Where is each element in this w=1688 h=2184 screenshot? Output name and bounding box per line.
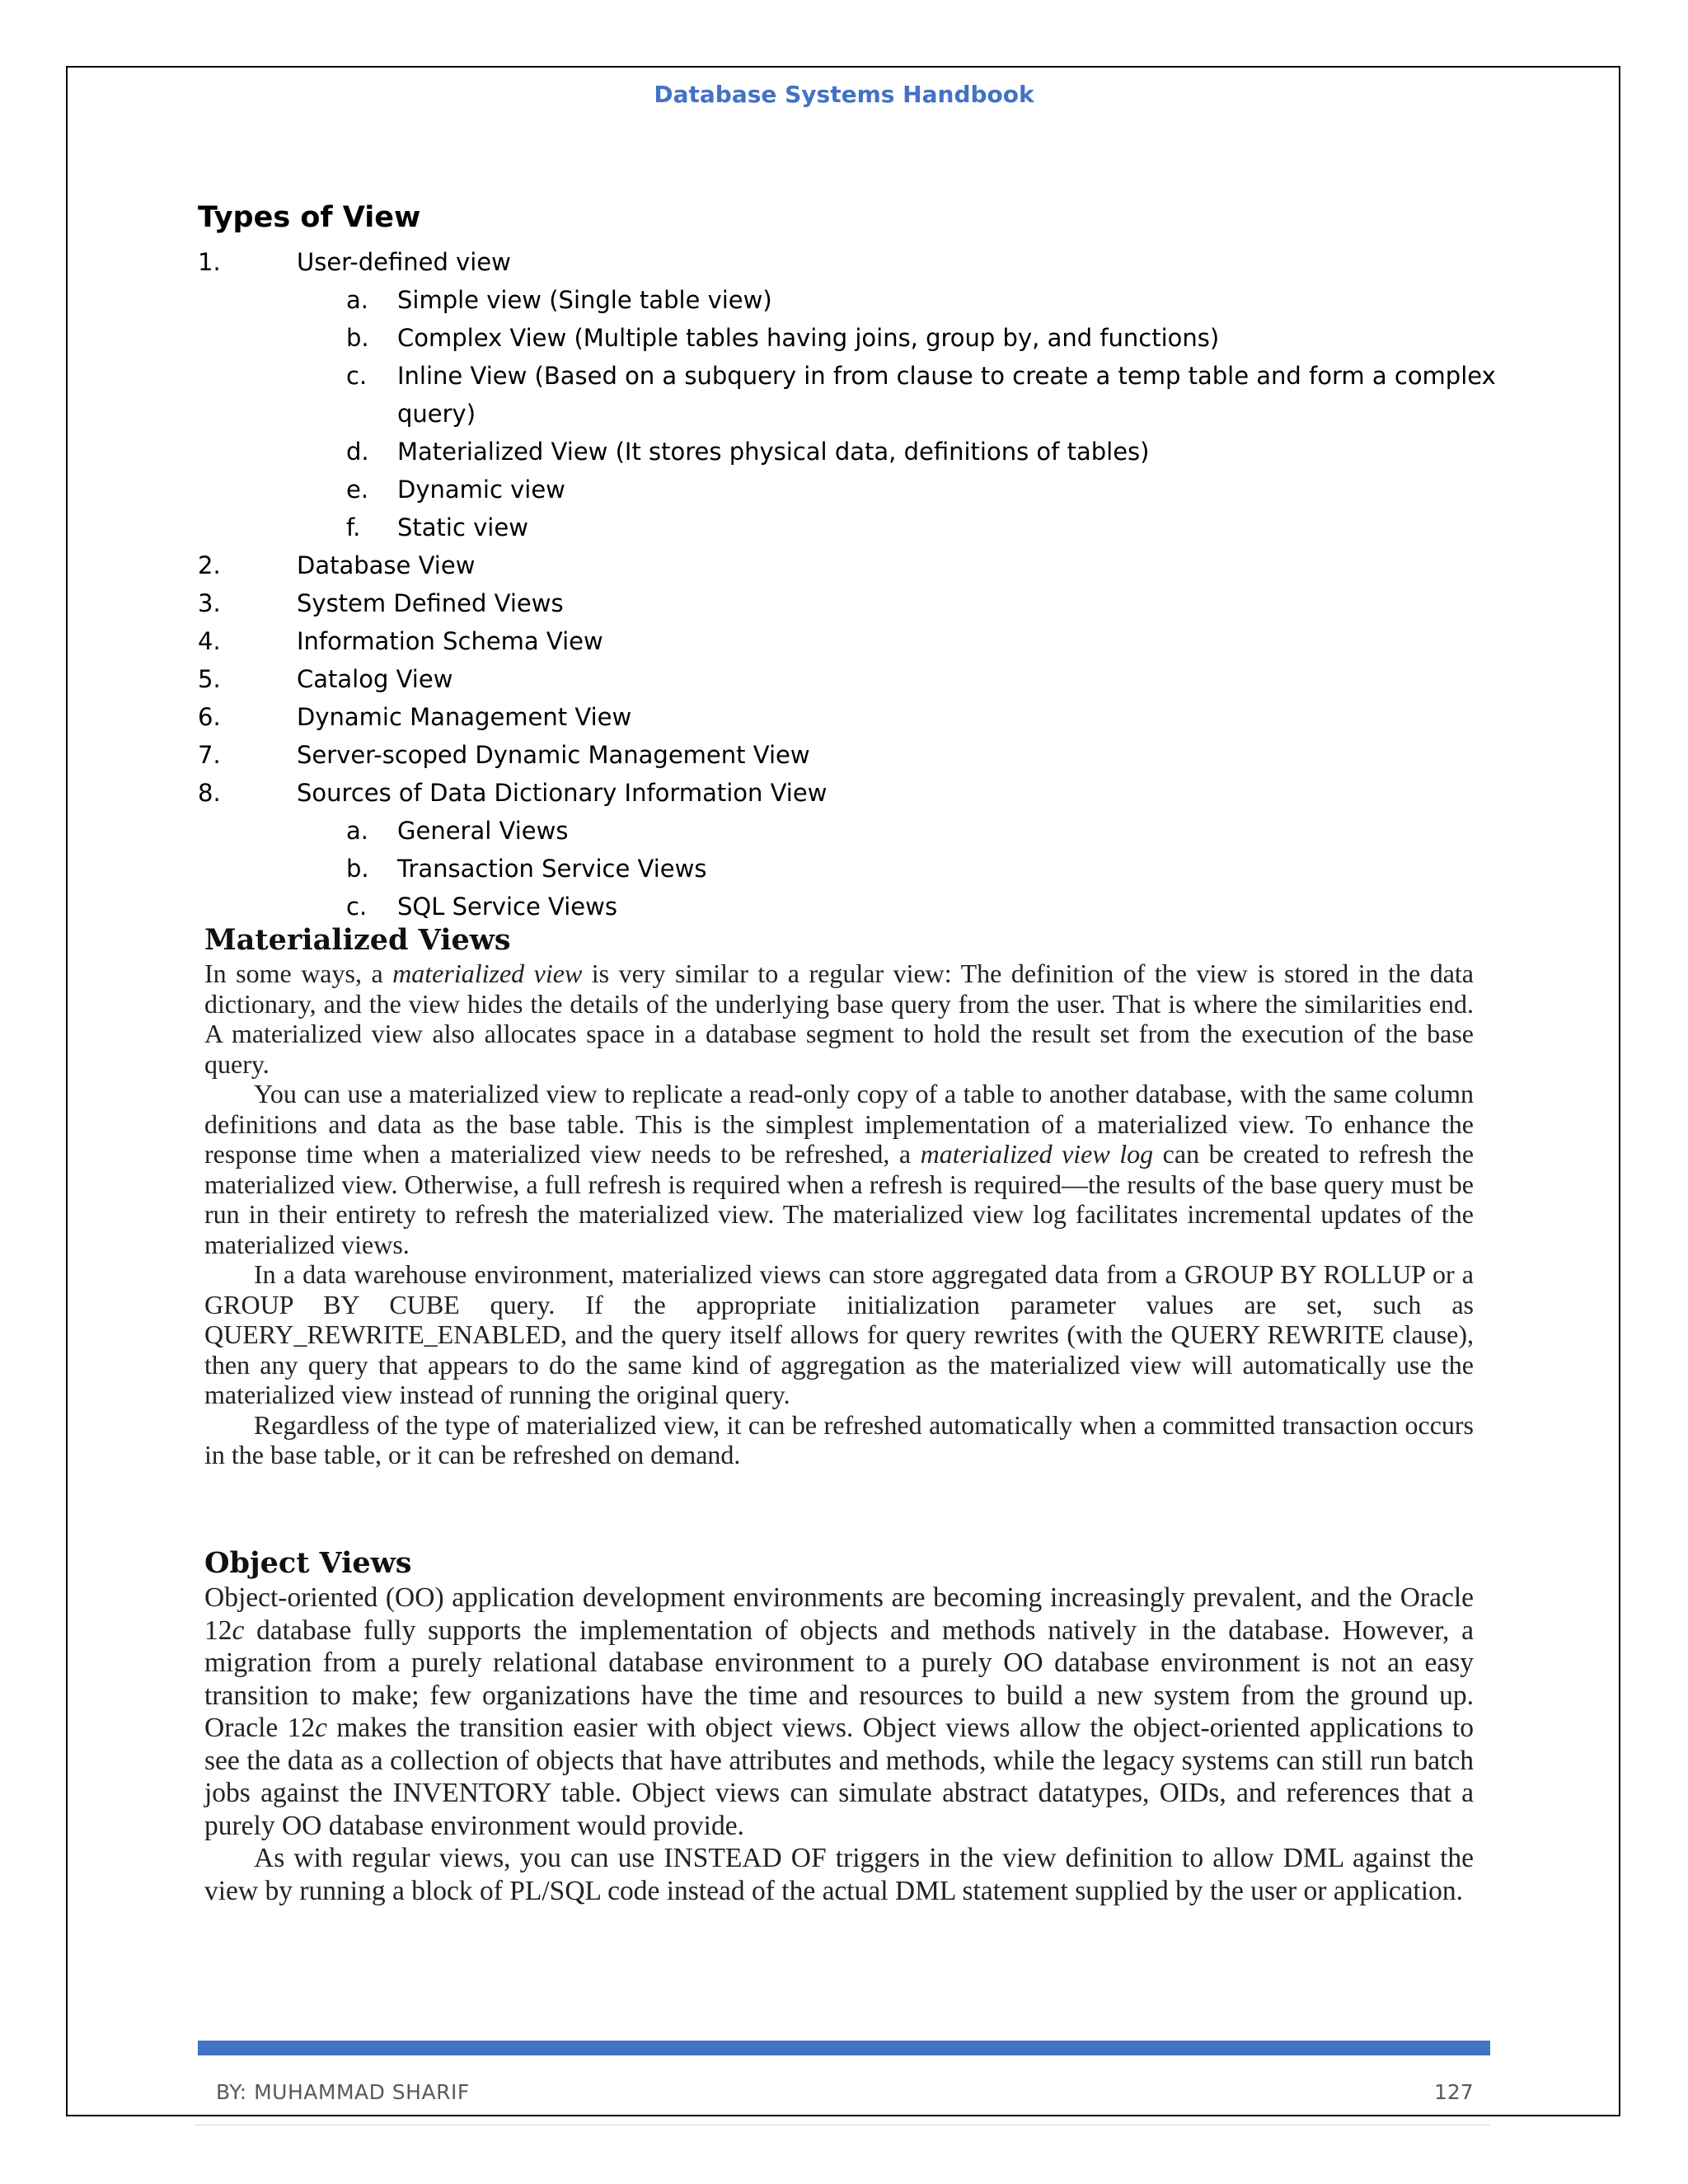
types-of-view-heading: Types of View: [198, 201, 421, 234]
list-item: [0, 889, 1688, 927]
list-item: [0, 359, 1688, 396]
list-item: [0, 283, 1688, 321]
list-item-text: Simple view (Single table view): [397, 286, 772, 314]
list-item: [0, 738, 1688, 776]
list-item-number: 6.: [198, 703, 221, 731]
list-item-number: 5.: [198, 665, 221, 693]
list-item: [0, 586, 1688, 624]
list-item: [0, 662, 1688, 700]
list-item: [0, 851, 1688, 889]
list-item-continuation: [0, 396, 1688, 434]
list-item-text: Dynamic view: [397, 476, 565, 504]
footer-page-number: 127: [1434, 2080, 1474, 2104]
list-item-number: 8.: [198, 779, 221, 807]
object-views-section: [204, 1546, 1474, 1907]
list-item: [0, 434, 1688, 472]
list-item-text: query): [397, 400, 476, 428]
list-item-text: SQL Service Views: [397, 893, 617, 921]
list-item-text: Sources of Data Dictionary Information View: [297, 779, 828, 807]
list-item-number: f.: [346, 513, 361, 541]
list-item-text: Complex View (Multiple tables having joins, group by, and functions): [397, 324, 1220, 352]
list-item-text: Database View: [297, 551, 476, 579]
list-item-text: Server-scoped Dynamic Management View: [297, 741, 810, 769]
list-item: [0, 813, 1688, 851]
list-item: [0, 548, 1688, 586]
materialized-views-heading: Materialized Views: [204, 923, 511, 957]
materialized-views-section: [204, 923, 1474, 1470]
materialized-paragraph-2: You can use a materialized view to replicate a read-only copy of a table to another database, with the same column definitions and data as the base table. This is the simplest implementation of a materialized view. To enhance the response time when a materialized view needs to be refreshed, a materialized view log can be created to refresh the materialized view. Otherwise, a full refresh is required when a refresh is required—the results of the base query must be run in their entirety to refresh the materialized view. The materialized view log facilitates incremental updates of the materialized views.: [204, 1079, 1475, 1259]
list-item-text: Transaction Service Views: [397, 855, 707, 883]
list-item-number: 7.: [198, 741, 221, 769]
list-item-number: 4.: [198, 627, 221, 655]
list-item-number: a.: [346, 286, 368, 314]
list-item: [0, 510, 1688, 548]
page-header-title: Database Systems Handbook: [654, 81, 1034, 108]
list-item: [0, 472, 1688, 510]
materialized-paragraph-4: Regardless of the type of materialized view, it can be refreshed automatically when a committed transaction occurs in the base table, or it can be refreshed on demand.: [204, 1409, 1474, 1469]
list-item: [0, 624, 1688, 662]
materialized-paragraph-1: In some ways, a materialized view is very similar to a regular view: The definition of the view is stored in the data dictionary, and the view hides the details of the underlying base query from the user. That is where the similarities end. A materialized view also allocates space in a database segment to hold the result set from the execution of the base query.: [204, 958, 1475, 1079]
list-item: [0, 700, 1688, 738]
list-item: [0, 776, 1688, 813]
list-item-text: Static view: [397, 513, 528, 541]
footer-accent-bar: [198, 2041, 1490, 2055]
list-item-number: 2.: [198, 551, 221, 579]
list-item-number: e.: [346, 476, 369, 504]
list-item-text: Inline View (Based on a subquery in from clause to create a temp table and form a complex: [397, 362, 1496, 390]
list-item: [0, 245, 1688, 283]
list-item-text: Materialized View (It stores physical data, definitions of tables): [397, 438, 1150, 466]
list-item-text: User-defined view: [297, 248, 511, 276]
list-item-number: a.: [346, 817, 368, 845]
list-item-number: 1.: [198, 248, 221, 276]
object-paragraph-1: Object-oriented (OO) application development environments are becoming increasingly prevalent, and the Oracle 12c database fully supports the implementation of objects and methods natively in the database. However, a migration from a purely relational database environment to a purely OO database environment is not an easy transition to make; few organizations have the time and resources to build a new system from the ground up. Oracle 12c makes the transition easier with object views. Object views allow the object-oriented applications to see the data as a collection of objects that have attributes and methods, while the legacy systems can still run batch jobs against the INVENTORY table. Object views can simulate abstract datatypes, OIDs, and references that a purely OO database environment would provide.: [204, 1582, 1474, 1841]
object-views-heading: Object Views: [204, 1546, 412, 1580]
list-item-number: c.: [346, 893, 368, 921]
list-item-text: General Views: [397, 817, 569, 845]
list-item: [0, 321, 1688, 359]
list-item-number: 3.: [198, 589, 221, 617]
list-item-text: Catalog View: [297, 665, 453, 693]
list-item-number: c.: [346, 362, 368, 390]
list-item-text: Information Schema View: [297, 627, 603, 655]
types-of-view-list: [0, 245, 1688, 927]
list-item-text: System Defined Views: [297, 589, 564, 617]
footer-author: BY: MUHAMMAD SHARIF: [216, 2080, 470, 2104]
list-item-number: b.: [346, 324, 369, 352]
list-item-number: b.: [346, 855, 369, 883]
list-item-text: Dynamic Management View: [297, 703, 632, 731]
list-item-number: d.: [346, 438, 369, 466]
materialized-paragraph-3: In a data warehouse environment, materialized views can store aggregated data from a GROUP BY ROLLUP or a GROUP BY CUBE query. If the appropriate initialization parameter values are set, such as QUERY_REWRITE_ENABLED, and the query itself allows for query rewrites (with the QUERY REWRITE clause), then any query that appears to do the same kind of aggregation as the materialized view will automatically use the materialized view instead of running the original query.: [204, 1259, 1474, 1409]
object-paragraph-2: As with regular views, you can use INSTEAD OF triggers in the view definition to allow DML against the view by running a block of PL/SQL code instead of the actual DML statement supplied by the user or application.: [204, 1843, 1474, 1906]
